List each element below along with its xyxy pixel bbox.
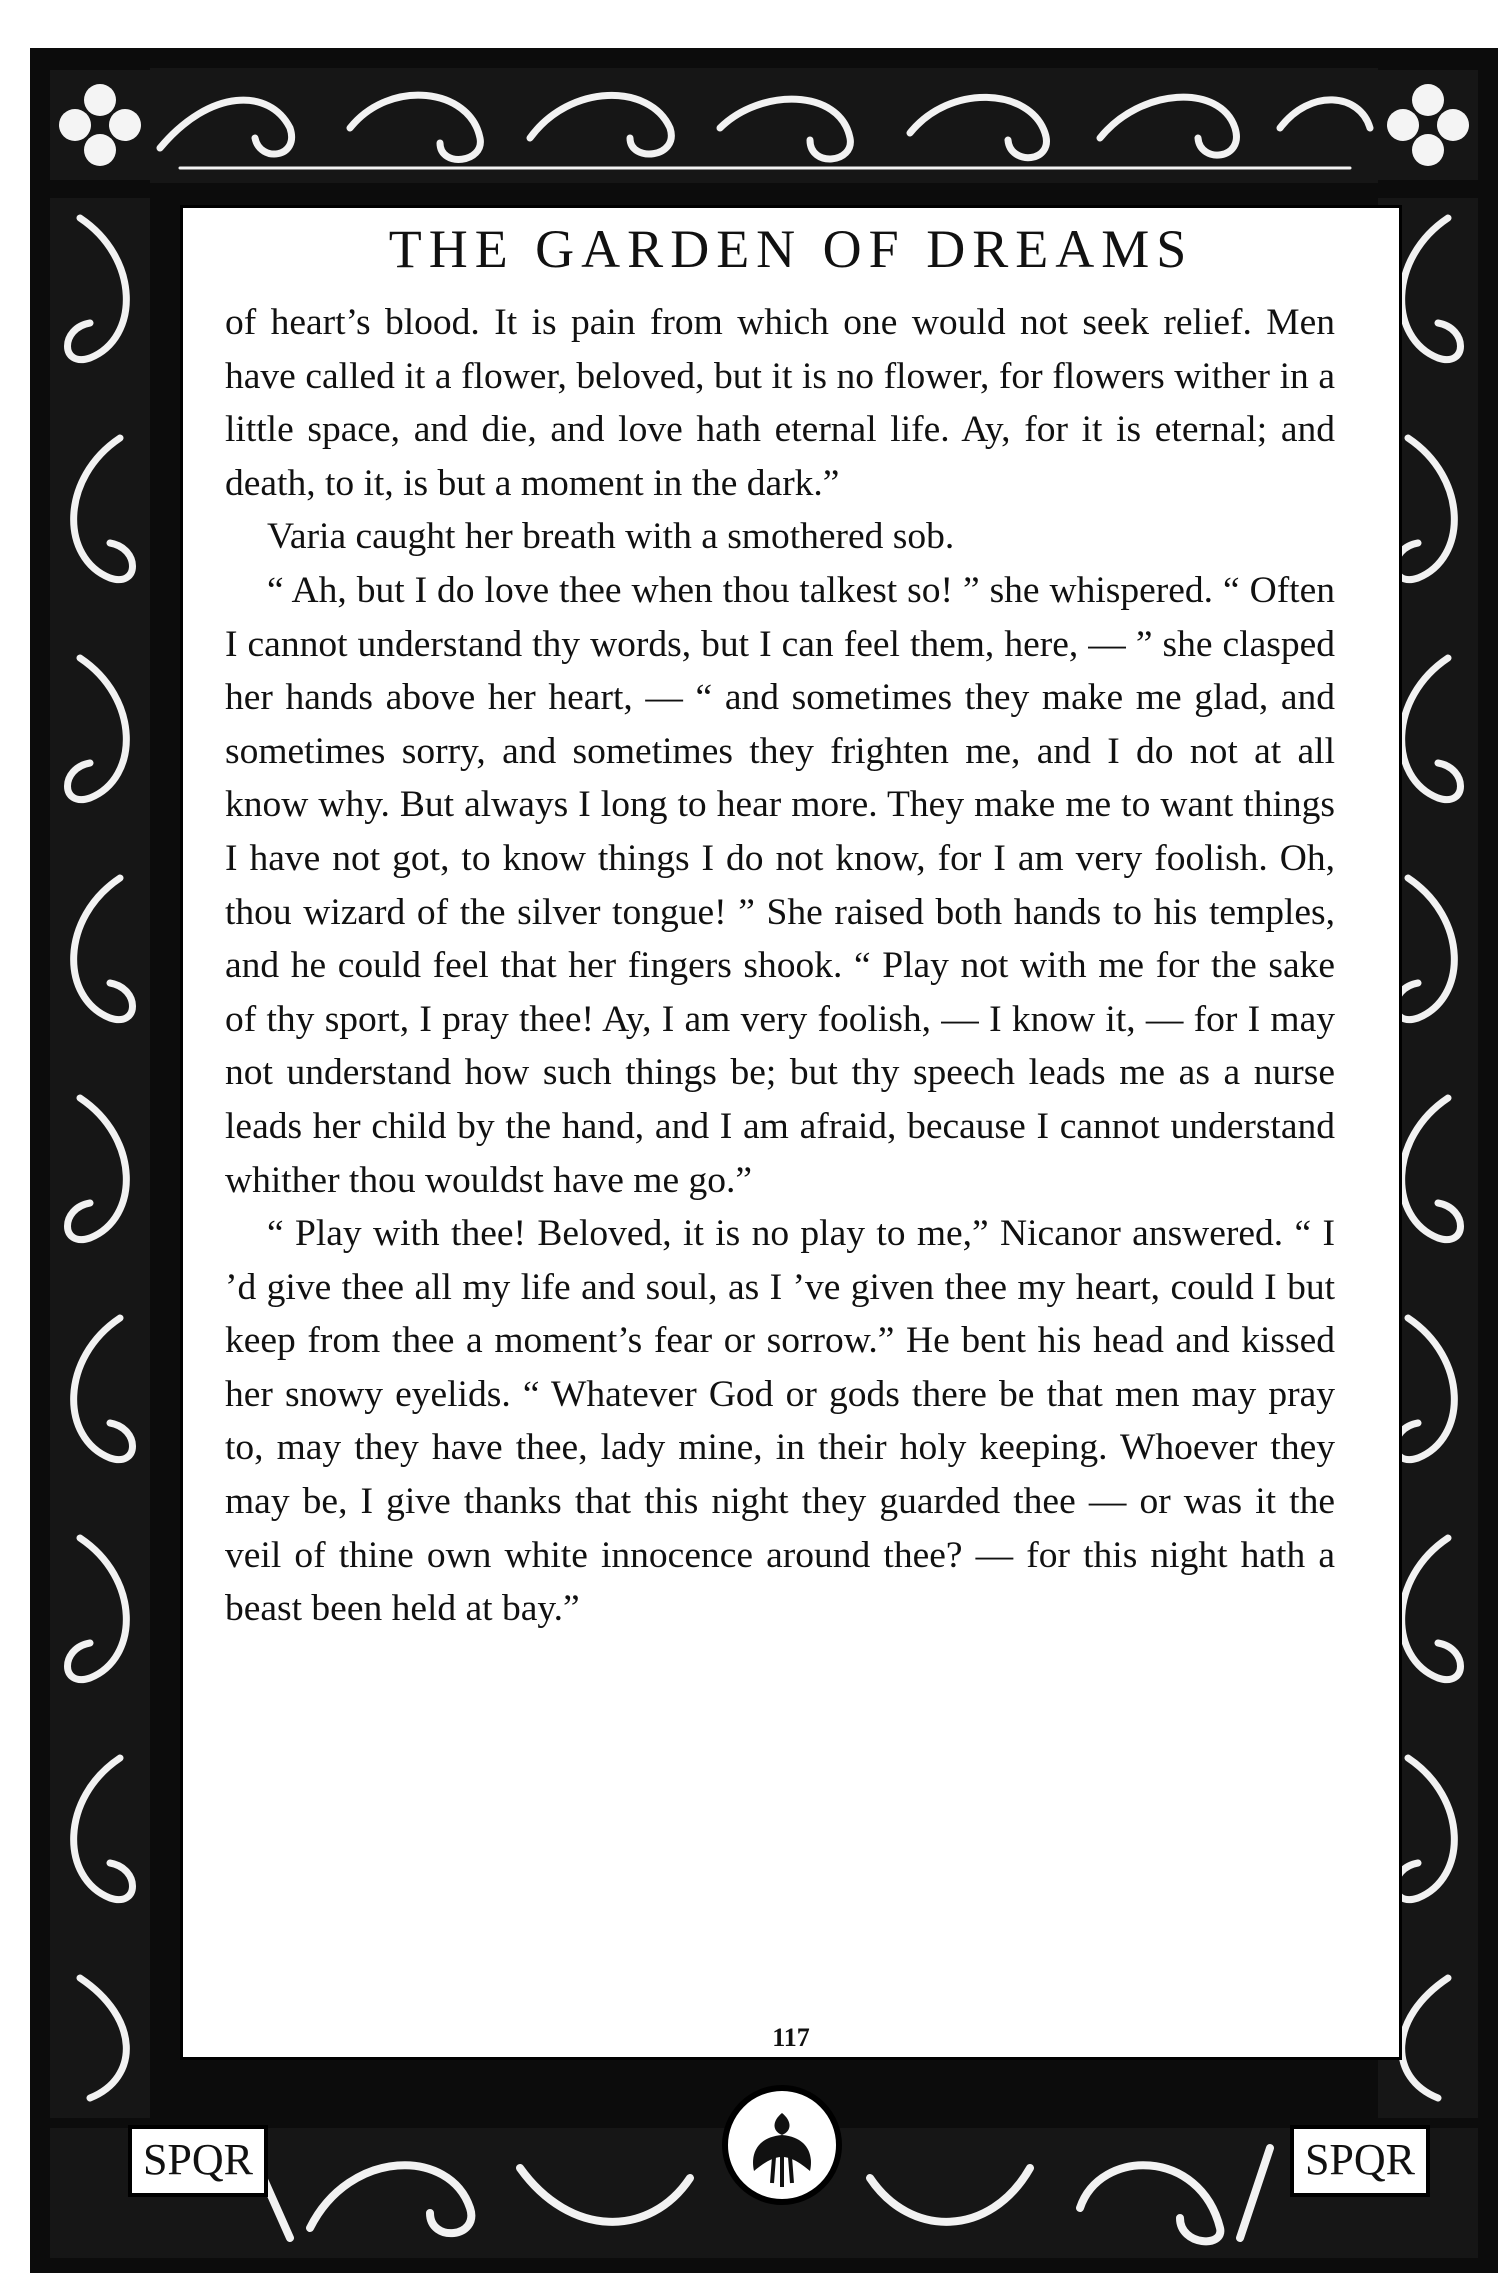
paragraph: “ Ah, but I do love thee when thou talkest so! ” she whispered. “ Often I cannot understand thy words, but I can feel them, here, — ” she clasped her hands above her heart, — “ and sometimes they make me glad, and sometimes sorry, and sometimes they frighten me, and I do not at all know why. But always I long to hear more. They make me to want things I have not got, to know things I do not know, for I am very foolish. Oh, thou wizard of the silver tongue! ” She raised both hands to his temples, and he could feel that her fingers shook. “ Play not with me for the sake of thy sport, I pray thee! Ay, I am very foolish, — I know it, — for I may not understand how such things be; but thy speech leads me as a nurse leads her child by the hand, and I am afraid, because I cannot understand whither thou wouldst have me go.”	[225, 569, 1335, 1201]
spqr-plaque: SPQR	[128, 2125, 268, 2197]
eagle-medallion-icon	[722, 2085, 842, 2205]
page-number: 117	[772, 2023, 810, 2052]
paragraph: Varia caught her breath with a smothered sob.	[267, 516, 955, 558]
paragraph: of heart’s blood. It is pain from which one would not seek relief. Men have called it a flower, beloved, but it is no flower, for flowers wither in a little space, and die, and love hath eternal life. Ay, for it is eternal; and death, to it, is but a moment in the dark.”	[225, 302, 1335, 504]
text-panel	[180, 205, 1402, 2060]
flower-rosette-icon	[1378, 70, 1478, 180]
spqr-plaque: SPQR	[1290, 2125, 1430, 2197]
left-scroll-ornament	[50, 198, 150, 2118]
inner-black-rule	[150, 190, 172, 2070]
paragraph: “ Play with thee! Beloved, it is no play to me,” Nicanor answered. “ I ’d give thee all my life and soul, as I ’ve given thee my heart, could I but keep from thee a moment’s fear or sorrow.” He bent his head and kissed her snowy eyelids. “ Whatever God or gods there be that men may pray to, may they have thee, lady mine, in their holy keeping. Whoever they may be, I give thanks that this night they guarded thee — or was it the veil of thine own white innocence around thee? — for this night hath a beast been held at bay.”	[225, 1213, 1335, 1630]
body-text	[225, 296, 1335, 1636]
top-scroll-ornament	[150, 68, 1378, 183]
running-header: THE GARDEN OF DREAMS	[388, 219, 1194, 279]
flower-rosette-icon	[50, 70, 150, 180]
